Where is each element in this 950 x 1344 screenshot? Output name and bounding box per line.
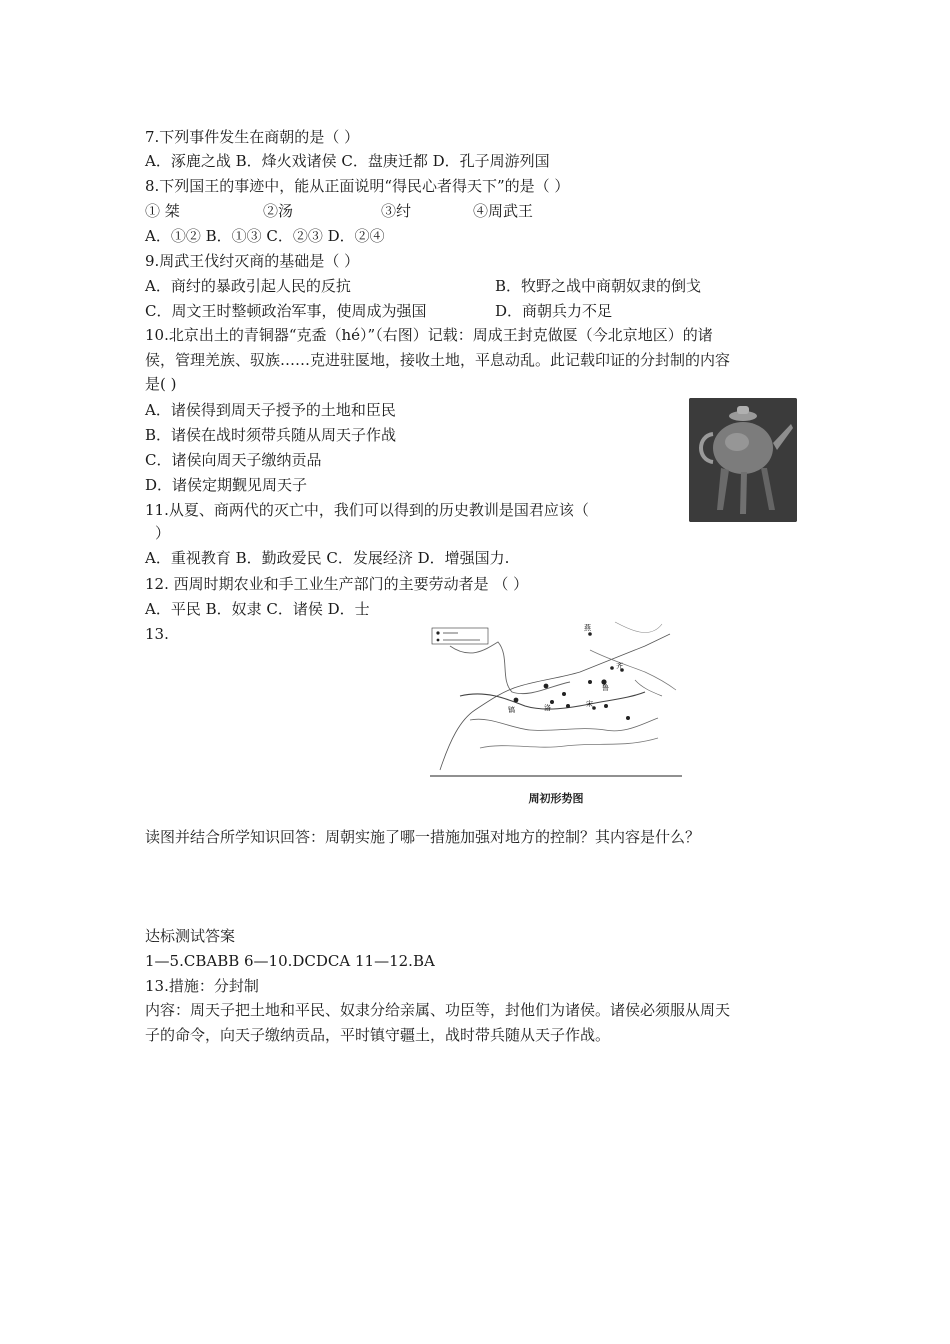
q11-options: A．重视教育 B．勤政爱民 C．发展经济 D．增强国力. bbox=[145, 549, 510, 567]
map-label-yan: 燕 bbox=[584, 624, 591, 632]
q9-option-d: D．商朝兵力不足 bbox=[495, 302, 613, 320]
q11-stem-line2: ） bbox=[155, 524, 171, 542]
q10-option-c: C．诸侯向周天子缴纳贡品 bbox=[145, 451, 322, 469]
answer-13-content-line1: 内容：周天子把土地和平民、奴隶分给亲属、功臣等，封他们为诸侯。诸侯必须服从周天 bbox=[145, 1001, 731, 1019]
answers-title: 达标测试答案 bbox=[145, 927, 236, 945]
q9-stem: 9.周武王伐纣灭商的基础是（ ） bbox=[145, 252, 360, 270]
q8-stem: 8.下列国王的事迹中，能从正面说明“得民心者得天下”的是（ ） bbox=[145, 177, 570, 195]
bronze-vessel-image bbox=[689, 398, 797, 522]
q8-item-1: ① 桀 bbox=[145, 202, 180, 220]
q10-stem-line2: 侯，管理羌族、驭族……克进驻匽地，接收土地，平息动乱。此记载印证的分封制的内容 bbox=[145, 351, 731, 369]
q10-option-a: A．诸侯得到周天子授予的土地和臣民 bbox=[145, 401, 396, 419]
q8-items bbox=[145, 200, 533, 222]
q10-stem-line1: 10.北京出土的青铜器“克盉（hé）”（右图）记载：周成王封克做匽（今北京地区）的诸 bbox=[145, 326, 713, 344]
q12-stem: 12. 西周时期农业和手工业生产部门的主要劳动者是 （ ） bbox=[145, 575, 529, 593]
q7-stem: 7.下列事件发生在商朝的是（ ） bbox=[145, 128, 360, 146]
q8-item-4: ④周武王 bbox=[473, 202, 534, 220]
q10-option-d: D．诸侯定期觐见周天子 bbox=[145, 476, 308, 494]
q7-options: A．涿鹿之战 B．烽火戏诸侯 C．盘庚迁都 D．孔子周游列国 bbox=[145, 152, 550, 170]
answer-key: 1—5.CBABB 6—10.DCDCA 11—12.BA bbox=[145, 952, 435, 970]
q10-stem-line3: 是( ) bbox=[145, 375, 177, 393]
q9-options-row1 bbox=[145, 275, 701, 297]
map-label-song: 宋 bbox=[586, 700, 593, 708]
q9-option-c: C．周文王时整顿政治军事，使周成为强国 bbox=[145, 302, 427, 320]
q9-option-b: B．牧野之战中商朝奴隶的倒戈 bbox=[495, 277, 702, 295]
map-label-lu: 鲁 bbox=[602, 684, 609, 692]
q11-stem-line1: 11.从夏、商两代的灭亡中，我们可以得到的历史教训是国君应该（ bbox=[145, 501, 589, 519]
map-label-luo: 洛 bbox=[544, 704, 551, 712]
answer-13-content-line2: 子的命令，向天子缴纳贡品，平时镇守疆土，战时带兵随从天子作战。 bbox=[145, 1026, 611, 1044]
q8-options: A．①② B．①③ C．②③ D．②④ bbox=[145, 227, 385, 245]
answer-13-measure: 13.措施：分封制 bbox=[145, 977, 259, 995]
map-caption: 周初形势图 bbox=[528, 792, 584, 805]
q13-number: 13. bbox=[145, 625, 169, 643]
zhou-map bbox=[430, 620, 682, 778]
map-label-hao: 镐 bbox=[508, 706, 515, 714]
q9-options-row2 bbox=[145, 300, 612, 322]
q8-item-3: ③纣 bbox=[381, 202, 412, 220]
map-label-qi: 齐 bbox=[616, 662, 623, 670]
q8-item-2: ②汤 bbox=[263, 202, 294, 220]
q12-options: A．平民 B．奴隶 C．诸侯 D．士 bbox=[145, 600, 370, 618]
q9-option-a: A．商纣的暴政引起人民的反抗 bbox=[145, 277, 351, 295]
q13-question: 读图并结合所学知识回答：周朝实施了哪一措施加强对地方的控制？其内容是什么？ bbox=[145, 828, 701, 846]
q10-option-b: B．诸侯在战时须带兵随从周天子作战 bbox=[145, 426, 397, 444]
